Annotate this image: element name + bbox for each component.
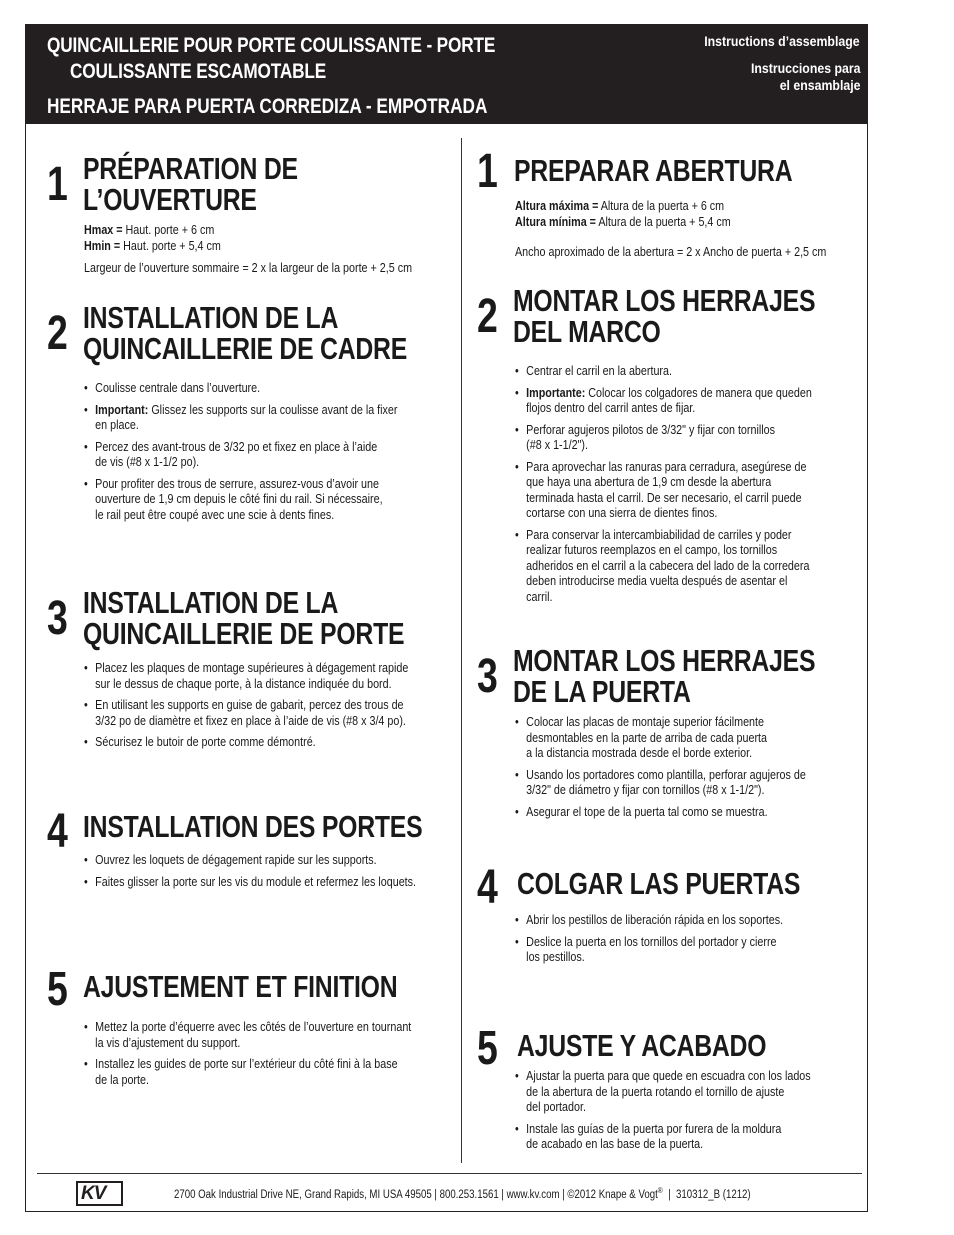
step-number: 1 <box>477 145 498 198</box>
title-line: QUINCAILLERIE DE CADRE <box>83 331 408 366</box>
list-item: • Para conservar la intercambiabilidad de carriles y poder realizar futuros reemplazos en el campo, los tornillos adheridos en el carril a la cabecera del lado de la corredera deben introducirse media vuelta después de asentar el carril. <box>515 528 812 606</box>
list-item: • Perforar agujeros pilotos de 3/32" y fijar con tornillos (#8 x 1-1/2"). <box>515 423 812 454</box>
title-line: INSTALLATION DES PORTES <box>83 809 423 844</box>
section-title <box>83 153 298 215</box>
step-number: 2 <box>47 307 68 360</box>
list-item: • Important: Glissez les supports sur la coulisse avant de la fixer en place. <box>84 403 397 434</box>
list-item: • Sécurisez le butoir de porte comme démontré. <box>84 735 408 751</box>
step-number: 4 <box>477 861 498 914</box>
width-formula: Ancho aproximado de la abertura = 2 x Ancho de puerta + 2,5 cm <box>515 245 827 259</box>
title-line: INSTALLATION DE LA <box>83 300 339 335</box>
label-es-line2: el ensamblaje <box>779 77 860 93</box>
step-number: 3 <box>47 592 68 645</box>
header-bar <box>25 24 868 124</box>
label-instructions-spanish <box>750 60 860 94</box>
hmin-label: Altura mínima = <box>515 214 596 229</box>
section-body <box>84 661 408 757</box>
section-title <box>83 587 404 649</box>
footer-divider <box>37 1173 862 1174</box>
list-item: • Usando los portadores como plantilla, perforar agujeros de 3/32" de diámetro y fijar con tornillos (#8 x 1-1/2"). <box>515 768 806 799</box>
title-line: PRÉPARATION DE <box>83 151 298 186</box>
title-line: MONTAR LOS HERRAJES <box>513 643 816 678</box>
list-item: • Abrir los pestillos de liberación rápida en los soportes. <box>515 913 783 929</box>
list-item: • Faites glisser la porte sur les vis du module et refermez les loquets. <box>84 875 416 891</box>
kv-logo <box>76 1181 123 1206</box>
list-item: • Deslice la puerta en los tornillos del portador y cierre los pestillos. <box>515 935 783 966</box>
section-title <box>83 811 422 842</box>
title-line: COLGAR LAS PUERTAS <box>517 866 801 901</box>
section-body <box>84 223 412 277</box>
hmin-value: Altura de la puerta + 5,4 cm <box>595 214 731 229</box>
step-number: 5 <box>477 1022 498 1075</box>
title-line: DEL MARCO <box>513 314 661 349</box>
address-text: 2700 Oak Industrial Drive NE, Grand Rapids, MI USA 49505 | 800.253.1561 | www.kv.com | ©2012 Knape & Vogt <box>174 1188 658 1201</box>
list-item: • Centrar el carril en la abertura. <box>515 364 812 380</box>
section-body <box>515 199 826 261</box>
section-body <box>84 1020 411 1094</box>
section-body <box>515 1069 811 1159</box>
section-body <box>515 715 806 826</box>
hmax-label: Hmax = <box>84 223 123 237</box>
label-es-line1: Instrucciones para <box>750 60 860 76</box>
hmax-value: Altura de la puerta + 6 cm <box>598 199 725 213</box>
title-line: DE LA PUERTA <box>513 674 691 709</box>
section-body <box>515 913 783 972</box>
width-formula: Largeur de l’ouverture sommaire = 2 x la largeur de la porte + 2,5 cm <box>84 261 413 275</box>
title-line: QUINCAILLERIE DE PORTE <box>83 616 405 651</box>
list-item: • Placez les plaques de montage supérieures à dégagement rapide sur le dessus de chaque porte, à la distance indiquée du bord. <box>84 661 408 692</box>
list-item: • Ajustar la puerta para que quede en escuadra con los lados de la abertura de la puerta rotando el tornillo de ajuste del portador. <box>515 1069 811 1116</box>
list-item: • Asegurar el tope de la puerta tal como se muestra. <box>515 805 806 821</box>
section-title <box>513 285 815 347</box>
section-body <box>84 381 397 529</box>
title-spanish: HERRAJE PARA PUERTA CORREDIZA - EMPOTRADA <box>47 95 488 118</box>
step-number: 2 <box>477 290 498 343</box>
section-title <box>513 645 815 707</box>
list-item: • Pour profiter des trous de serrure, assurez-vous d’avoir une ouverture de 1,9 cm depuis le côté fini du rail. Si nécessaire, le rail peut être coupé avec une scie à dents fines. <box>84 477 397 524</box>
title-line: L’OUVERTURE <box>83 182 257 217</box>
step-number: 3 <box>477 650 498 703</box>
list-item: • Colocar las placas de montaje superior fácilmente desmontables en la parte de arriba de cada puerta a la distancia mostrada desde el borde exterior. <box>515 715 806 762</box>
step-number: 4 <box>47 805 68 858</box>
list-item: • En utilisant les supports en guise de gabarit, percez des trous de 3/32 po de diamètre et fixez en place à l’aide de vis (#8 x 3/4 po). <box>84 698 408 729</box>
title-line: PREPARAR ABERTURA <box>514 153 793 188</box>
label-instructions-french: Instructions d’assemblage <box>704 33 860 49</box>
section-title <box>514 155 792 186</box>
section-title <box>83 971 397 1002</box>
title-french <box>47 33 495 85</box>
list-item: • Para aprovechar las ranuras para cerradura, asegúrese de que haya una abertura de 1,9 cm desde la abertura terminada hasta el carril. De ser necesario, el carril puede cortarse con una sierra de dientes finos. <box>515 460 812 522</box>
list-item: • Mettez la porte d’équerre avec les côtés de l’ouverture en tournant la vis d’ajustement du support. <box>84 1020 411 1051</box>
footer-address <box>174 1186 751 1201</box>
column-divider <box>461 138 462 1163</box>
title-line: INSTALLATION DE LA <box>83 585 339 620</box>
step-number: 5 <box>47 963 68 1016</box>
hmin-label: Hmin = <box>84 238 121 253</box>
title-line: AJUSTE Y ACABADO <box>517 1028 767 1063</box>
list-item: • Coulisse centrale dans l’ouverture. <box>84 381 397 397</box>
title-line: MONTAR LOS HERRAJES <box>513 283 816 318</box>
step-number: 1 <box>47 158 68 211</box>
list-item: • Installez les guides de porte sur l’extérieur du côté fini à la base de la porte. <box>84 1057 411 1088</box>
list-item: • Percez des avant-trous de 3/32 po et fixez en place à l’aide de vis (#8 x 1-1/2 po). <box>84 440 397 471</box>
document-code: | 310312_B (1212) <box>662 1188 751 1201</box>
section-body <box>84 853 416 896</box>
list-item: • Ouvrez les loquets de dégagement rapide sur les supports. <box>84 853 416 869</box>
hmax-value: Haut. porte + 6 cm <box>122 223 215 237</box>
title-french-line2: COULISSANTE ESCAMOTABLE <box>69 60 327 83</box>
list-item: • Importante: Colocar los colgadores de manera que queden flojos dentro del carril antes de fijar. <box>515 386 812 417</box>
title-line: AJUSTEMENT ET FINITION <box>83 969 398 1004</box>
section-title <box>517 868 800 899</box>
logo-text: KV <box>81 1183 106 1204</box>
section-title <box>83 302 407 364</box>
title-french-line1: QUINCAILLERIE POUR PORTE COULISSANTE - PORTE <box>47 34 496 57</box>
section-body <box>515 364 812 611</box>
list-item: • Instale las guías de la puerta por furera de la moldura de acabado en las base de la puerta. <box>515 1122 811 1153</box>
hmax-label: Altura máxima = <box>515 199 599 213</box>
hmin-value: Haut. porte + 5,4 cm <box>120 238 221 253</box>
section-title <box>517 1030 766 1061</box>
registered-mark: ® <box>657 1186 663 1195</box>
